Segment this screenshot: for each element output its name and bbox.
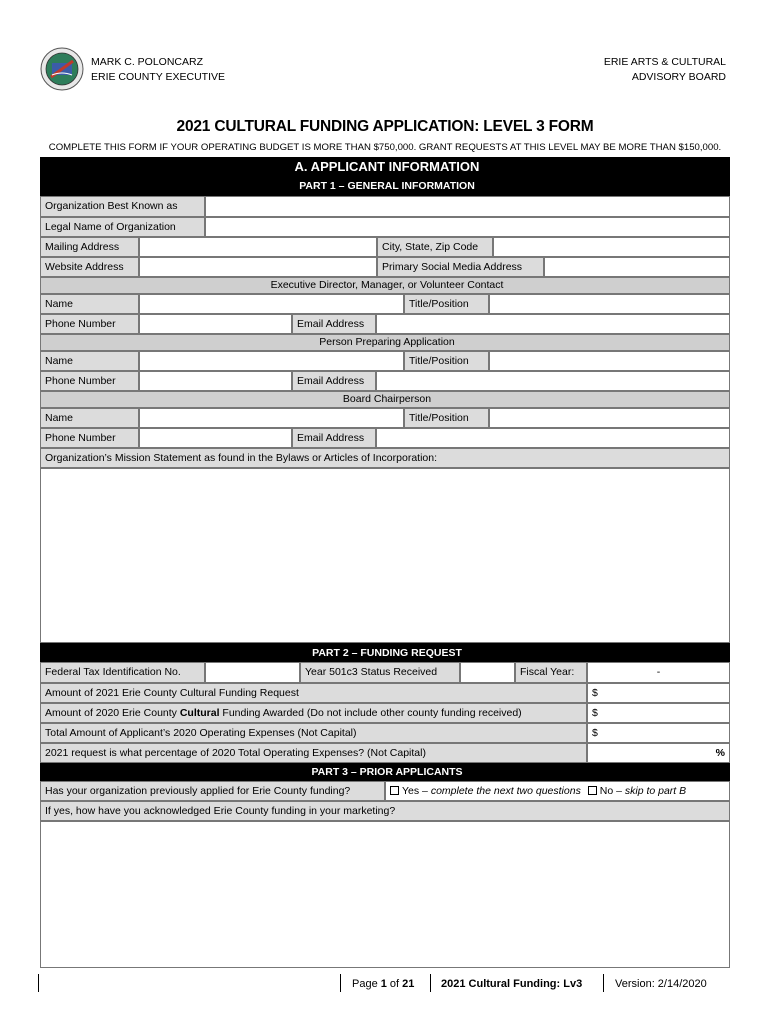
exec-title-label: Title/Position xyxy=(404,294,489,314)
yes-checkbox-box[interactable] xyxy=(390,786,399,795)
preparer-email-label: Email Address xyxy=(292,371,376,391)
chair-name-label: Name xyxy=(40,408,139,428)
preparer-phone-field[interactable] xyxy=(139,371,292,391)
tax-id-label: Federal Tax Identification No. xyxy=(40,662,205,683)
org-known-as-label: Organization Best Known as xyxy=(40,196,205,217)
mission-label: Organization’s Mission Statement as found in the Bylaws or Articles of Incorporation: xyxy=(40,448,730,468)
no-checkbox[interactable] xyxy=(588,785,686,797)
awarded-2020-label xyxy=(40,703,587,723)
yes-note: – complete the next two questions xyxy=(419,785,581,797)
part1-title: PART 1 – GENERAL INFORMATION xyxy=(40,176,730,196)
fiscal-year-field[interactable]: - xyxy=(587,662,730,683)
page-total: 21 xyxy=(402,978,415,990)
total-expenses-field[interactable] xyxy=(587,723,730,743)
erie-county-seal xyxy=(40,47,84,91)
exec-title-field[interactable] xyxy=(489,294,730,314)
year-501c3-field[interactable] xyxy=(460,662,515,683)
yes-label: Yes xyxy=(402,785,420,797)
footer-divider xyxy=(340,974,341,992)
awarded-2020-text-bold: Cultural xyxy=(179,707,220,719)
yes-checkbox[interactable] xyxy=(390,785,581,797)
board-chair-heading: Board Chairperson xyxy=(40,391,730,408)
mission-textarea[interactable] xyxy=(40,468,730,643)
prior-applied-label: Has your organization previously applied for Erie County funding? xyxy=(40,781,385,801)
website-label: Website Address xyxy=(40,257,139,277)
social-media-field[interactable] xyxy=(544,257,730,277)
exec-email-field[interactable] xyxy=(376,314,730,334)
year-501c3-label: Year 501c3 Status Received xyxy=(300,662,460,683)
acknowledged-textarea[interactable] xyxy=(40,821,730,968)
percentage-label: 2021 request is what percentage of 2020 Total Operating Expenses? (Not Capital) xyxy=(40,743,587,763)
dollar-sign: $ xyxy=(592,687,598,699)
footer-divider xyxy=(430,974,431,992)
footer-divider xyxy=(38,974,39,992)
exec-phone-field[interactable] xyxy=(139,314,292,334)
chair-phone-label: Phone Number xyxy=(40,428,139,448)
fiscal-year-label: Fiscal Year: xyxy=(515,662,587,683)
percent-sign: % xyxy=(715,747,725,759)
part3-title: PART 3 – PRIOR APPLICANTS xyxy=(40,763,730,781)
advisory-board-header xyxy=(604,55,726,85)
page-number: 1 xyxy=(380,978,387,990)
legal-name-label: Legal Name of Organization xyxy=(40,217,205,237)
chair-email-field[interactable] xyxy=(376,428,730,448)
city-state-zip-field[interactable] xyxy=(493,237,730,257)
exec-name-label: Name xyxy=(40,294,139,314)
preparer-heading: Person Preparing Application xyxy=(40,334,730,351)
board-name-line2: ADVISORY BOARD xyxy=(631,71,726,83)
board-name-line1: ERIE ARTS & CULTURAL xyxy=(603,56,726,68)
awarded-2020-text-post: Funding Awarded (Do not include other county funding received) xyxy=(219,707,522,719)
acknowledged-label: If yes, how have you acknowledged Erie County funding in your marketing? xyxy=(40,801,730,821)
part2-title: PART 2 – FUNDING REQUEST xyxy=(40,643,730,662)
preparer-name-field[interactable] xyxy=(139,351,404,371)
section-a-title: A. APPLICANT INFORMATION xyxy=(40,157,730,176)
exec-phone-label: Phone Number xyxy=(40,314,139,334)
form-title: 2021 CULTURAL FUNDING APPLICATION: LEVEL 3 FORM xyxy=(176,118,594,135)
no-checkbox-box[interactable] xyxy=(588,786,597,795)
org-known-as-field[interactable] xyxy=(205,196,730,217)
mailing-address-label: Mailing Address xyxy=(40,237,139,257)
mailing-address-field[interactable] xyxy=(139,237,377,257)
chair-phone-field[interactable] xyxy=(139,428,292,448)
document-name: 2021 Cultural Funding: Lv3 xyxy=(441,978,583,990)
chair-email-label: Email Address xyxy=(292,428,376,448)
social-media-label: Primary Social Media Address xyxy=(377,257,544,277)
page-indicator xyxy=(352,976,414,992)
page-of: of xyxy=(386,978,403,990)
percentage-field[interactable] xyxy=(587,743,730,763)
no-label: No xyxy=(599,785,614,797)
preparer-title-label: Title/Position xyxy=(404,351,489,371)
page-prefix: Page xyxy=(352,978,381,990)
no-note: – skip to part B xyxy=(613,785,687,797)
legal-name-field[interactable] xyxy=(205,217,730,237)
website-field[interactable] xyxy=(139,257,377,277)
request-2021-field[interactable] xyxy=(587,683,730,703)
prior-applied-options xyxy=(385,781,730,801)
request-2021-label: Amount of 2021 Erie County Cultural Funding Request xyxy=(40,683,587,703)
chair-name-field[interactable] xyxy=(139,408,404,428)
form-subtitle: COMPLETE THIS FORM IF YOUR OPERATING BUDGET IS MORE THAN $750,000. GRANT REQUESTS AT THIS LEVEL MAY BE MORE THAN $150,000. xyxy=(48,142,722,153)
preparer-name-label: Name xyxy=(40,351,139,371)
exec-director-heading: Executive Director, Manager, or Volunteer Contact xyxy=(40,277,730,294)
version-label: Version: 2/14/2020 xyxy=(615,978,707,990)
dollar-sign: $ xyxy=(592,727,598,739)
total-expenses-label: Total Amount of Applicant’s 2020 Operating Expenses (Not Capital) xyxy=(40,723,587,743)
executive-name: MARK C. POLONCARZ xyxy=(91,56,204,68)
city-state-zip-label: City, State, Zip Code xyxy=(377,237,493,257)
chair-title-label: Title/Position xyxy=(404,408,489,428)
exec-name-field[interactable] xyxy=(139,294,404,314)
part1-header xyxy=(40,176,730,196)
dollar-sign: $ xyxy=(592,707,598,719)
executive-title: ERIE COUNTY EXECUTIVE xyxy=(91,71,225,83)
awarded-2020-field[interactable] xyxy=(587,703,730,723)
chair-title-field[interactable] xyxy=(489,408,730,428)
tax-id-field[interactable] xyxy=(205,662,300,683)
exec-email-label: Email Address xyxy=(292,314,376,334)
awarded-2020-text-pre: Amount of 2020 Erie County xyxy=(45,707,180,719)
preparer-title-field[interactable] xyxy=(489,351,730,371)
county-executive-header xyxy=(91,55,225,85)
preparer-email-field[interactable] xyxy=(376,371,730,391)
section-a-header xyxy=(40,157,730,176)
preparer-phone-label: Phone Number xyxy=(40,371,139,391)
footer-divider xyxy=(603,974,604,992)
